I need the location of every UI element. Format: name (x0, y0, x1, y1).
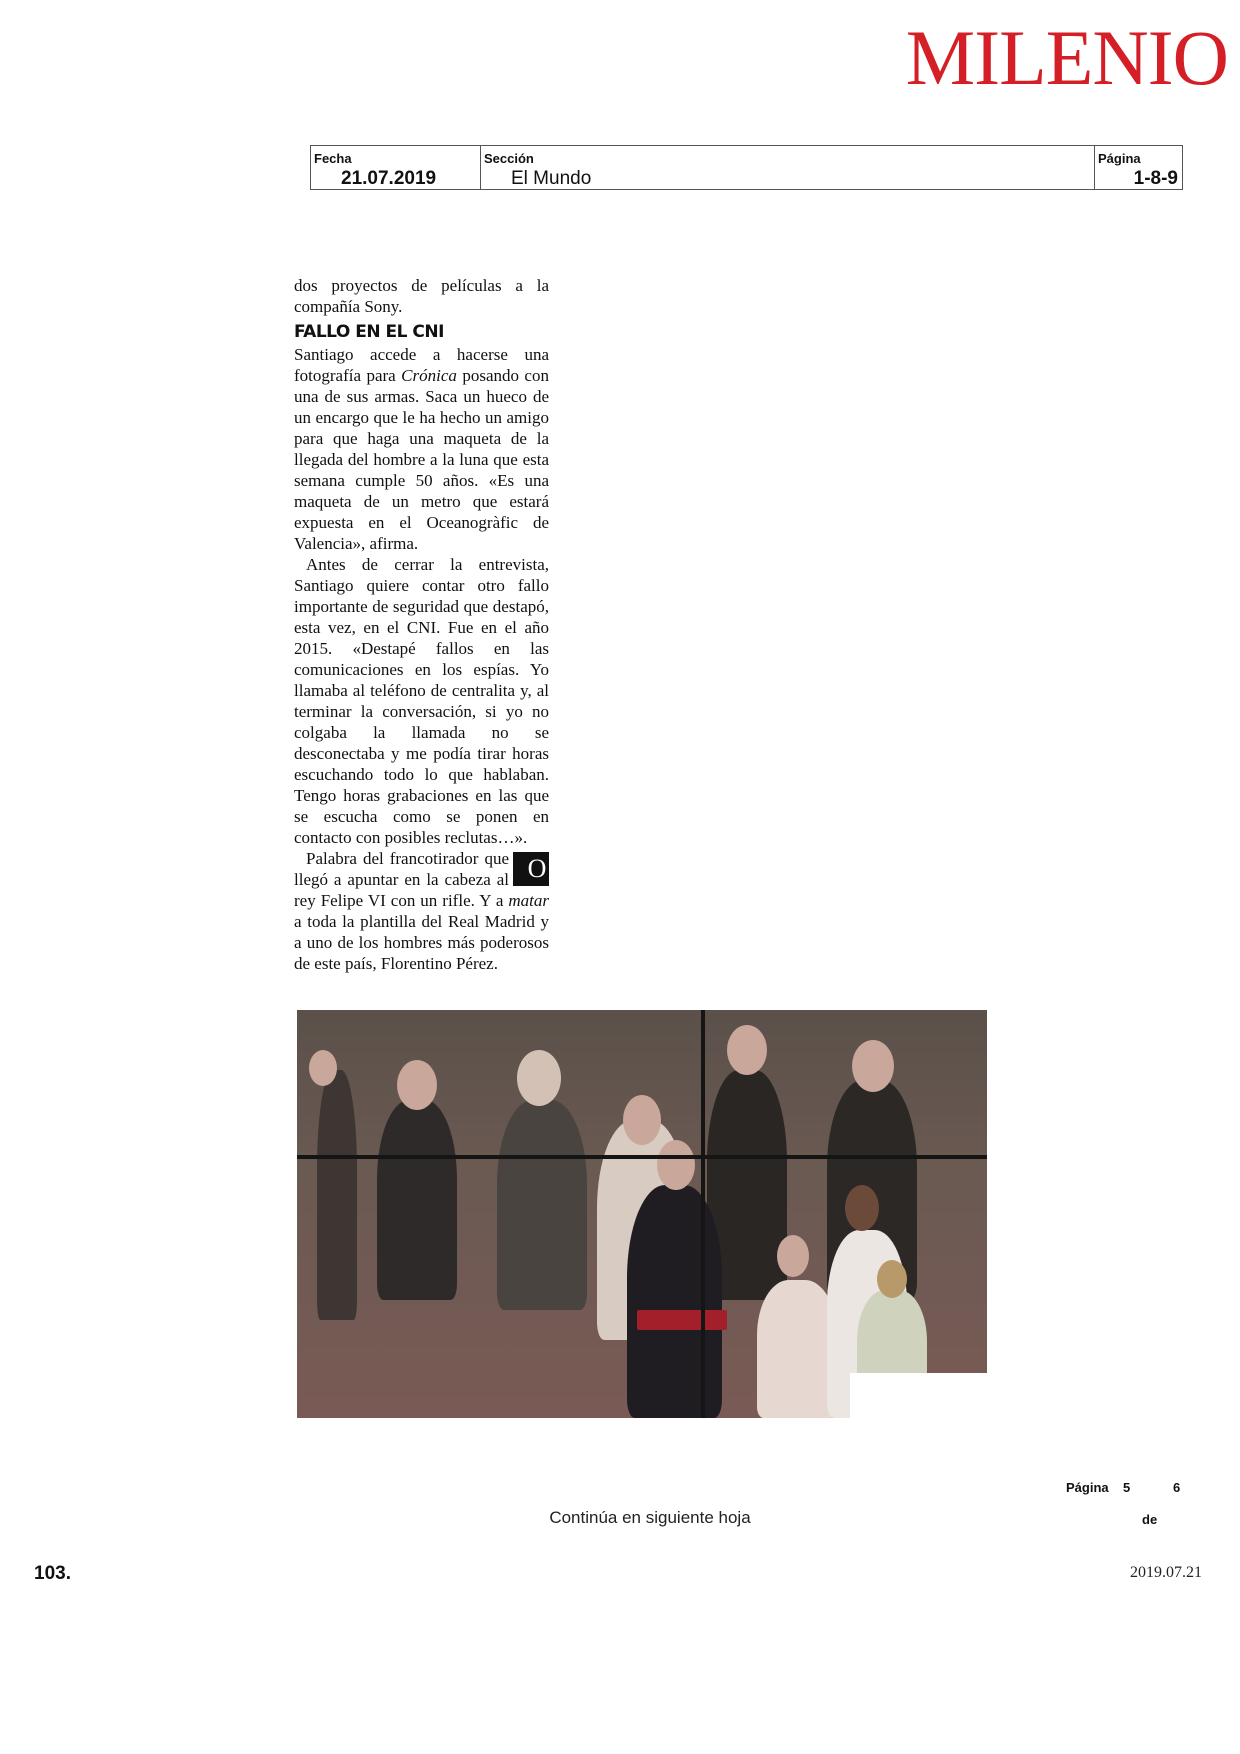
end-of-article-icon: O (513, 852, 549, 886)
clipping-metadata-table (310, 145, 1183, 190)
page-counter-label: Página (1066, 1480, 1109, 1495)
page-counter (1066, 1480, 1186, 1500)
continues-next-sheet: Continúa en siguiente hoja (549, 1508, 751, 1527)
photo-cutout (850, 1373, 987, 1418)
page-de-label: de (1142, 1512, 1158, 1527)
article-column (294, 275, 549, 974)
page-total: 6 (1173, 1480, 1181, 1495)
seccion-value: El Mundo (511, 168, 592, 189)
seccion-label: Sección (484, 151, 534, 166)
crosshair-horizontal (297, 1155, 987, 1159)
lead-paragraph: dos proyectos de películas a la compañía Sony. (294, 276, 549, 316)
date-stamp: 2019.07.21 (1130, 1564, 1202, 1581)
pagina-value: 1-8-9 (1133, 168, 1178, 189)
article-subhead: FALLO EN EL CNI (294, 322, 444, 342)
page-current: 5 (1123, 1480, 1131, 1495)
pagina-label: Página (1098, 151, 1141, 166)
milenio-logo: MILENIO (905, 14, 1228, 101)
pagina-cell (1095, 146, 1182, 189)
sniper-scope-photo (297, 1010, 987, 1418)
fecha-cell (311, 146, 481, 189)
article-paragraph-3: O Palabra del francotirador que llegó a apuntar en la cabeza al rey Felipe VI con un rifle. Y a matar a toda la plantilla del Real Madrid y a uno de los hombres más poderosos de este país, Florentino Pérez. (294, 849, 549, 973)
fecha-value: 21.07.2019 (341, 168, 437, 189)
crosshair-vertical (701, 1010, 705, 1418)
article-paragraph-2: Antes de cerrar la entrevista, Santiago quiere contar otro fallo importante de seguridad que destapó, esta vez, en el CNI. Fue en el año 2015. «Destapé fallos en las comunicaciones en los espías. Yo llamaba al teléfono de centralita y, al terminar la conversación, si yo no colgaba la llamada no se desconectaba y me podía tirar horas escuchando todo lo que hablaban. Tengo horas grabaciones en las que se escucha como se ponen en contacto con posibles reclutas…». (294, 555, 549, 847)
seccion-cell (481, 146, 1095, 189)
fecha-label: Fecha (314, 151, 352, 166)
article-paragraph-1: Santiago accede a hacerse una fotografía para Crónica posando con una de sus armas. Saca un hueco de un encargo que le ha hecho un amigo para que haga una maqueta de la llegada del hombre a la luna que esta semana cumple 50 años. «Es una maqueta de un metro que estará expuesta en el Oceanogràfic de Valencia», afirma. (294, 345, 549, 553)
folio-number: 103. (34, 1563, 71, 1584)
